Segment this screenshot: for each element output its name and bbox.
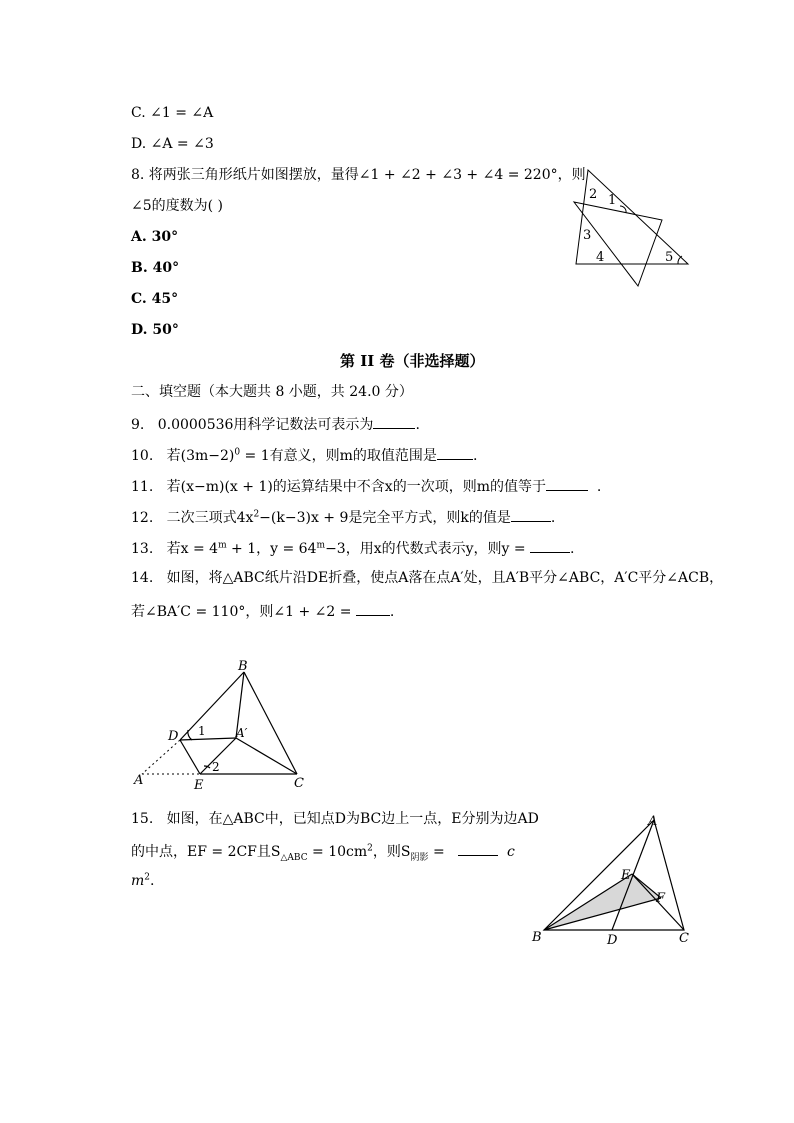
q15-figure [528,810,698,950]
q13-number: 13. [131,541,154,557]
q15-text-2b: = 10cm [307,844,368,860]
q10-sup: 0 [234,447,241,458]
q8-angle-3: 3 [583,228,592,243]
q12 [131,507,555,527]
q15-number: 15. [131,811,154,827]
q15-label-b: B [532,930,542,945]
q11-answer-blank[interactable] [546,476,588,491]
q13-text-a: 若x = 4 [166,541,219,557]
q14-label-2: 2 [212,760,220,774]
q7-option-d: D. ∠A = ∠3 [131,136,214,152]
q8-angle-4: 4 [596,250,605,265]
q15-text-2d: = [428,844,450,860]
q8-angle-1: 1 [608,193,617,208]
q14-label-b: B [238,659,248,674]
q8-stem-line2: ∠5的度数为( ) [131,198,224,214]
q15-text-2e: c [506,844,515,860]
q14-text-1: 如图，将△ABC纸片沿DE折叠，使点A落在点A′处，且A′B平分∠ABC，A′C平分∠ACB， [166,570,724,586]
q10-number: 10. [131,448,154,464]
q15-sub-shaded: 阴影 [410,852,429,863]
q14-label-a-prime: A′ [236,726,248,740]
q13-answer-blank[interactable] [530,538,570,553]
q14-text-2: 若∠BA′C = 110°，则∠1 + ∠2 = [131,604,356,620]
q8-option-b: B. 40° [131,260,180,276]
q10 [131,445,477,465]
q11 [131,476,601,496]
q15-sup-2: 2 [144,872,151,883]
q14-number: 14. [131,570,154,586]
section2-title: 第 II 卷（非选择题） [340,352,485,370]
q13-text-c: −3，用x的代数式表示y，则y = [325,541,531,557]
q8-option-c: C. 45° [131,291,179,307]
q11-end: . [596,479,602,495]
q15-text-2a: 的中点，EF = 2CF且S [131,844,281,860]
q15-label-a: A [648,814,658,829]
q13-sup-1: m [218,540,227,551]
q15-text-2c: ，则S [372,844,411,860]
q12-end: . [550,510,556,526]
q13-sup-2: m [316,540,326,551]
q8-stem-line1: 8. 将两张三角形纸片如图摆放，量得∠1 + ∠2 + ∠3 + ∠4 = 220°，则 [131,167,586,183]
q14-label-1: 1 [198,724,206,738]
q15-text-1: 如图，在△ABC中，已知点D为BC边上一点，E分别为边AD [166,811,539,827]
q15-label-f: F [656,891,666,906]
q12-number: 12. [131,510,154,526]
q8-figure [570,166,695,291]
q14-figure [132,656,317,796]
q15-line2 [131,841,515,861]
q11-text: 若(x−m)(x + 1)的运算结果中不含x的一次项，则m的值等于 [166,479,546,495]
q12-text-a: 二次三项式4x [166,510,254,526]
q13-end: . [570,541,575,557]
q9-number: 9. [131,417,145,433]
q14-label-e: E [194,778,204,793]
q8-option-a: A. 30° [131,229,179,245]
q10-answer-blank[interactable] [437,445,473,460]
q15-end: . [150,873,155,889]
q14-end: . [389,604,395,620]
q10-text-b: = 1有意义，则m的取值范围是 [240,448,437,464]
q15-sub-abc: △ABC [280,852,308,863]
q15-sup: 2 [367,843,373,854]
q11-number: 11. [131,479,154,495]
q8-angle-5: 5 [665,250,674,265]
q9-text: 0.0000536用科学记数法可表示为 [157,417,374,433]
q14-label-a: A [134,773,144,788]
q10-end: . [472,448,478,464]
q8-option-d: D. 50° [131,322,179,338]
q9 [131,414,420,434]
q15-answer-blank[interactable] [458,841,498,856]
q14-label-d: D [168,729,179,744]
q13 [131,538,575,558]
q7-option-c: C. ∠1 = ∠A [131,105,214,121]
q12-text-b: −(k−3)x + 9是完全平方式，则k的值是 [259,510,511,526]
q9-end: . [415,417,420,433]
q14-label-c: C [294,776,304,791]
q12-sup: 2 [253,509,260,520]
q14-answer-blank[interactable] [356,601,390,616]
q9-answer-blank[interactable] [373,414,415,429]
q15-label-d: D [607,933,618,948]
q12-answer-blank[interactable] [511,507,551,522]
q15-label-c: C [679,931,689,946]
q13-text-b: + 1，y = 64 [226,541,317,557]
section2-subtitle: 二、填空题（本大题共 8 小题，共 24.0 分） [131,384,413,400]
q10-text-a: 若(3m−2) [166,448,235,464]
q14-line1 [131,569,723,587]
q15-label-e: E [621,868,631,883]
q15-line3 [131,872,154,890]
q15-line1 [131,810,539,828]
q8-angle-2: 2 [589,187,598,202]
q14-line2 [131,601,394,621]
q15-text-3: m [131,873,145,889]
